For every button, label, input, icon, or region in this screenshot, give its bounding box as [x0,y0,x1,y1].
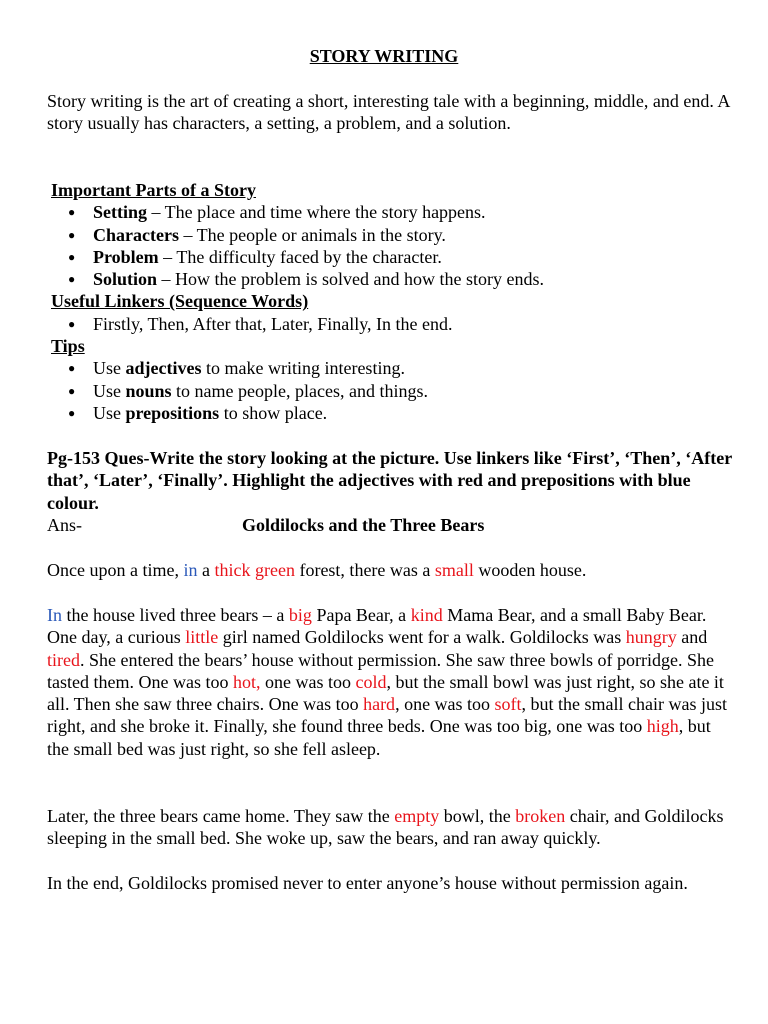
story-text: , one was too [395,694,495,715]
adjective-highlight: broken [515,806,566,826]
notes-section [47,179,737,424]
story-text: bowl, the [439,806,516,826]
tip-term: nouns [125,380,172,401]
adjective-highlight: high [646,716,679,737]
adjective-highlight: cold [355,671,387,692]
adjective-highlight: small [434,560,474,580]
story-paragraph-1 [47,559,737,581]
list-item [47,402,737,424]
tips-heading: Tips [51,336,85,357]
preposition-highlight: in [183,560,198,580]
story-text: , but the small chair was just right, and she broke it. Finally, she found three beds. One was too big, one was too [47,694,728,737]
list-item [47,224,737,246]
adjective-highlight: hot, [232,671,261,692]
story-text: In the end, Goldilocks promised never to enter anyone’s house without permission again. [47,873,688,893]
answer-line [47,514,737,536]
adjective-highlight: soft [494,694,522,715]
intro-paragraph: Story writing is the art of creating a short, interesting tale with a beginning, middle, and end. A story usually has characters, a setting, a problem, and a solution. [47,91,730,134]
adjective-highlight: kind [410,605,443,625]
tip-post: to name people, places, and things. [171,380,428,401]
linkers-heading: Useful Linkers (Sequence Words) [51,291,309,312]
story-text: the house lived three bears – a [62,605,289,625]
story-text: one was too [260,671,356,692]
tip-post: to show place. [219,402,328,423]
story-text: wooden house. [473,560,587,580]
tip-post: to make writing interesting. [201,358,405,379]
linkers-text: Firstly, Then, After that, Later, Finally, In the end. [93,313,453,334]
story-text: chair, and Goldilocks sleeping in the small bed. She woke up, saw the bears, and ran away quickly. [47,806,724,849]
tip-term: prepositions [125,402,220,423]
story-text: girl named Goldilocks went for a walk. Goldilocks was [218,627,626,648]
tip-term: adjectives [125,358,202,379]
part-term: Setting [93,202,147,223]
list-item [47,357,737,379]
list-item [47,268,737,290]
story-text: . She entered the bears’ house without permission. She saw three bowls of porridge. She tasted them. One was too [47,649,715,692]
answer-label: Ans- [47,515,82,535]
adjective-highlight: thick green [214,560,295,580]
story-paragraph-3 [47,805,737,850]
story-text: Later, the three bears came home. They saw the [47,806,395,826]
bullet-icon: ● [68,205,76,220]
adjective-highlight: little [185,627,219,648]
story-paragraph-4 [47,872,737,894]
adjective-highlight: empty [394,806,440,826]
part-desc: – The difficulty faced by the character. [158,246,442,267]
page-title: STORY WRITING [309,46,459,66]
story-text: Once upon a time, [47,560,184,580]
bullet-icon: ● [68,383,76,398]
bullet-icon: ● [68,249,76,264]
bullet-icon: ● [68,272,76,287]
linkers-list [47,313,737,335]
tip-pre: Use [93,380,126,401]
adjective-highlight: tired [47,649,80,670]
story-text: forest, there was a [294,560,435,580]
bullet-icon: ● [68,316,76,331]
bullet-icon: ● [68,361,76,376]
story-text: and [676,627,708,648]
question-section [47,447,737,514]
parts-heading: Important Parts of a Story [51,180,256,200]
part-term: Characters [93,224,179,245]
part-desc: – The people or animals in the story. [178,224,446,245]
story-text: , but the small bed was just right, so she fell asleep. [47,716,711,759]
adjective-highlight: hard [363,694,396,715]
parts-list [47,201,737,290]
story-text: Mama Bear, and a small Baby Bear. One day, a curious [47,605,707,648]
adjective-highlight: big [288,605,312,625]
story-title: Goldilocks and the Three Bears [242,515,485,535]
tip-pre: Use [93,358,126,379]
story-text: , but the small bowl was just right, so she ate it all. Then she saw three chairs. One was too [47,671,724,715]
bullet-icon: ● [68,227,76,242]
tip-pre: Use [93,402,126,423]
intro-section [47,90,737,135]
story-text: Papa Bear, a [311,605,411,625]
list-item [47,246,737,268]
list-item [47,201,737,223]
bullet-icon: ● [68,405,76,420]
part-term: Solution [93,269,158,290]
part-desc: – The place and time where the story happens. [147,202,486,223]
story-paragraph-2 [47,604,737,760]
preposition-highlight: In [47,605,62,625]
adjective-highlight: hungry [625,627,677,648]
list-item [47,313,737,335]
list-item [47,380,737,402]
story-text: a [197,560,215,580]
question-text: Pg-153 Ques-Write the story looking at the picture. Use linkers like ‘First’, ‘Then’, ‘After that’, ‘Later’, ‘Finally’. Highlight the adjectives with red and prepositions with blue colour. [47,448,732,513]
part-desc: – How the problem is solved and how the story ends. [157,269,544,290]
tips-list [47,357,737,424]
part-term: Problem [93,246,159,267]
